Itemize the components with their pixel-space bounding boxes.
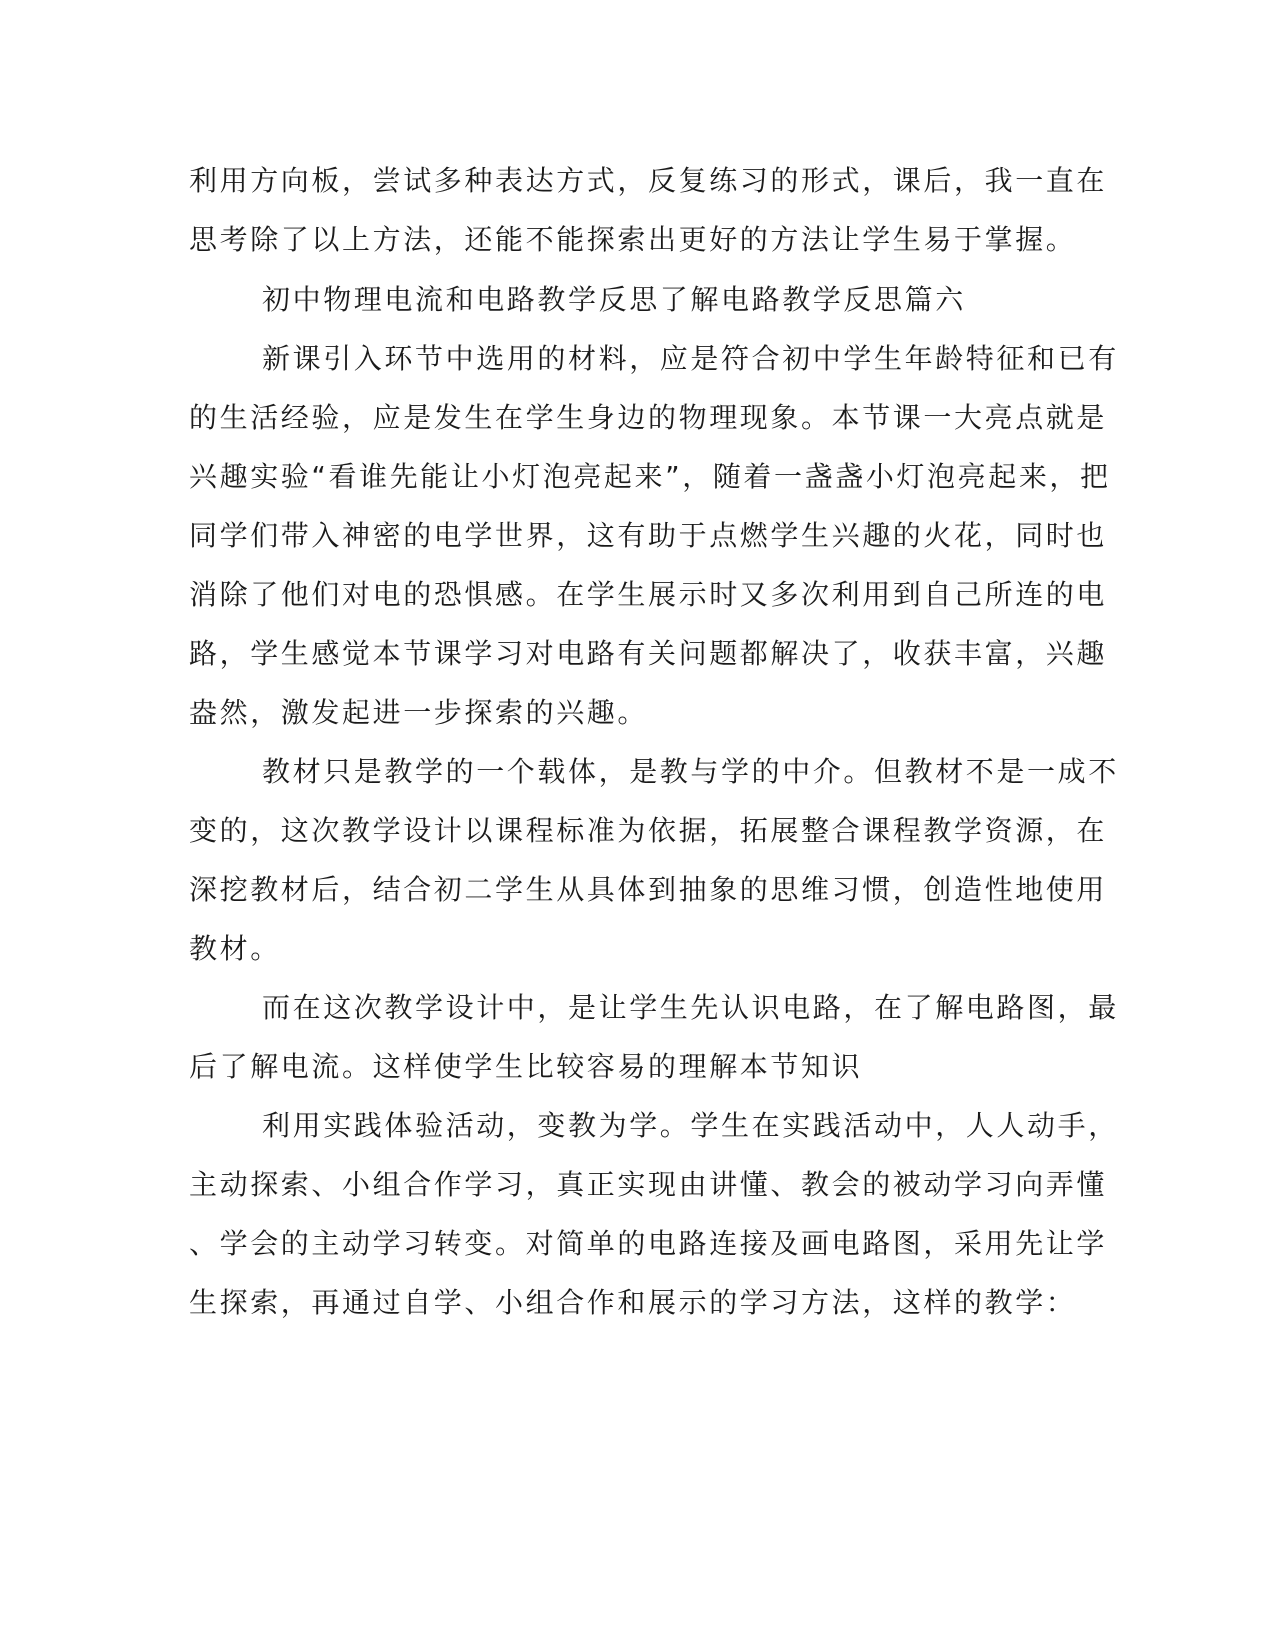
section-heading: 初中物理电流和电路教学反思了解电路教学反思篇六 [262, 283, 966, 316]
text-line: 生探索，再通过自学、小组合作和展示的学习方法，这样的教学： [189, 1286, 1077, 1319]
text-line: 深挖教材后，结合初二学生从具体到抽象的思维习惯，创造性地使用 [189, 873, 1108, 906]
text-line: 利用实践体验活动，变教为学。学生在实践活动中，人人动手， [262, 1109, 1119, 1142]
text-line: 利用方向板，尝试多种表达方式，反复练习的形式，课后，我一直在 [189, 164, 1108, 197]
text-line: 路，学生感觉本节课学习对电路有关问题都解决了，收获丰富，兴趣 [189, 637, 1108, 670]
text-line: 教材。 [189, 932, 281, 965]
text-line: 变的，这次教学设计以课程标准为依据，拓展整合课程教学资源，在 [189, 814, 1108, 847]
text-line: 兴趣实验“看谁先能让小灯泡亮起来”，随着一盏盏小灯泡亮起来，把 [189, 460, 1111, 493]
text-line: 思考除了以上方法，还能不能探索出更好的方法让学生易于掌握。 [189, 223, 1077, 256]
text-line: 而在这次教学设计中，是让学生先认识电路，在了解电路图，最 [262, 991, 1119, 1024]
text-line: 消除了他们对电的恐惧感。在学生展示时又多次利用到自己所连的电 [189, 578, 1108, 611]
text-line: 新课引入环节中选用的材料，应是符合初中学生年龄特征和已有 [262, 342, 1119, 375]
text-line: 后了解电流。这样使学生比较容易的理解本节知识 [189, 1050, 863, 1083]
text-line: 主动探索、小组合作学习，真正实现由讲懂、教会的被动学习向弄懂 [189, 1168, 1108, 1201]
text-line: 盎然，激发起进一步探索的兴趣。 [189, 696, 649, 729]
text-line: 同学们带入神密的电学世界，这有助于点燃学生兴趣的火花，同时也 [189, 519, 1108, 552]
text-line: 的生活经验，应是发生在学生身边的物理现象。本节课一大亮点就是 [189, 401, 1108, 434]
text-line: 教材只是教学的一个载体，是教与学的中介。但教材不是一成不 [262, 755, 1119, 788]
text-line: 、学会的主动学习转变。对简单的电路连接及画电路图，采用先让学 [189, 1227, 1108, 1260]
